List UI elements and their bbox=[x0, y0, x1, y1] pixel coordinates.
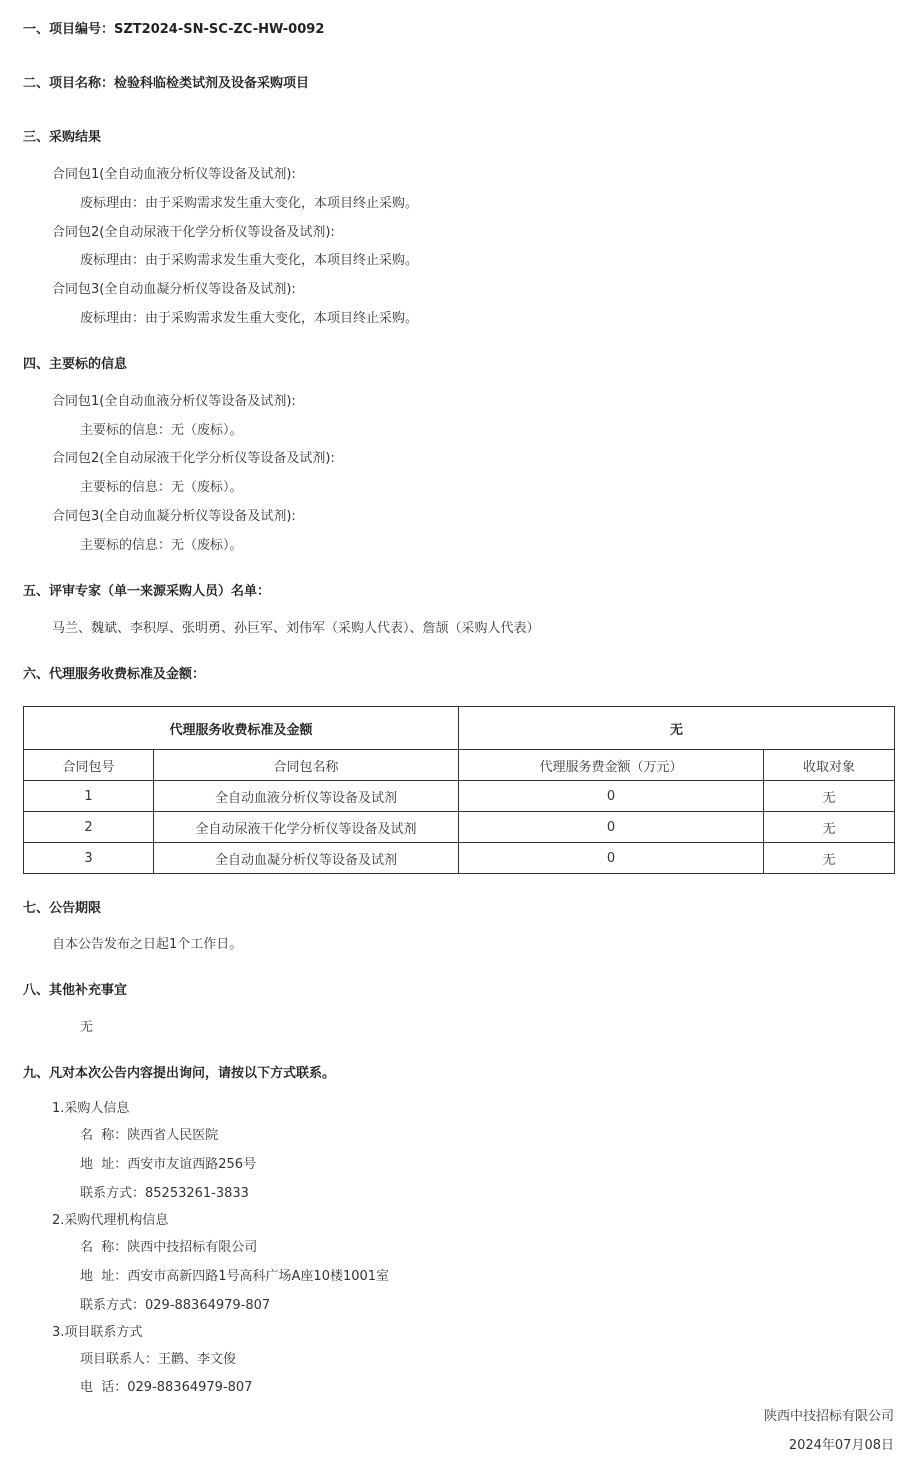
project-name-line bbox=[23, 75, 309, 93]
cell-charged-party: 无 bbox=[764, 781, 895, 812]
footer-date: 2024年07月08日 bbox=[788, 1438, 894, 1453]
purchaser-address: 地 址：西安市友谊西路256号 bbox=[80, 1157, 257, 1172]
table-row bbox=[24, 843, 895, 874]
project-name-value: 检验科临检类试剂及设备采购项目 bbox=[114, 76, 310, 91]
agency-heading: 2.采购代理机构信息 bbox=[52, 1213, 169, 1228]
agency-name: 名 称：陕西中技招标有限公司 bbox=[80, 1240, 258, 1255]
purchaser-name: 名 称：陕西省人民医院 bbox=[80, 1128, 219, 1143]
fee-table-summary-row bbox=[24, 707, 895, 750]
cell-fee-amount: 0 bbox=[459, 812, 764, 843]
column-header-package-number: 合同包号 bbox=[24, 750, 154, 781]
cell-package-name: 全自动尿液干化学分析仪等设备及试剂 bbox=[154, 812, 459, 843]
subject-package-2-name: 合同包2(全自动尿液干化学分析仪等设备及试剂): bbox=[52, 451, 335, 466]
agency-phone: 联系方式：029-88364979-807 bbox=[80, 1298, 271, 1313]
other-matters-text: 无 bbox=[80, 1020, 94, 1035]
section-title-notice-period: 七、公告期限 bbox=[23, 901, 102, 916]
result-package-2-reason: 废标理由：由于采购需求发生重大变化，本项目终止采购。 bbox=[80, 253, 419, 268]
section-title-procurement-result: 三、采购结果 bbox=[23, 130, 102, 145]
cell-package-number: 3 bbox=[24, 843, 154, 874]
cell-fee-amount: 0 bbox=[459, 781, 764, 812]
column-header-fee-amount: 代理服务费金额（万元） bbox=[459, 750, 764, 781]
section-title-contact: 九、凡对本次公告内容提出询问，请按以下方式联系。 bbox=[23, 1066, 336, 1081]
subject-package-1-name: 合同包1(全自动血液分析仪等设备及试剂): bbox=[52, 394, 296, 409]
cell-package-number: 2 bbox=[24, 812, 154, 843]
fee-table-column-header-row bbox=[24, 750, 895, 781]
fee-standard-value: 无 bbox=[459, 707, 895, 750]
cell-package-name: 全自动血液分析仪等设备及试剂 bbox=[154, 781, 459, 812]
section-title-experts: 五、评审专家（单一来源采购人员）名单： bbox=[23, 584, 271, 599]
agency-fee-table bbox=[23, 706, 895, 874]
project-contact-phone: 电 话：029-88364979-807 bbox=[80, 1380, 253, 1395]
project-name-label: 二、项目名称： bbox=[23, 76, 115, 91]
project-contact-person: 项目联系人：王鹳、李文俊 bbox=[80, 1352, 237, 1367]
section-title-other-matters: 八、其他补充事宜 bbox=[23, 983, 128, 998]
notice-period-text: 自本公告发布之日起1个工作日。 bbox=[52, 937, 243, 952]
project-contact-heading: 3.项目联系方式 bbox=[52, 1325, 143, 1340]
footer-company: 陕西中技招标有限公司 bbox=[763, 1409, 894, 1424]
subject-package-1-info: 主要标的信息：无（废标）。 bbox=[80, 423, 243, 438]
project-number-label: 一、项目编号： bbox=[23, 22, 115, 37]
result-package-3-reason: 废标理由：由于采购需求发生重大变化，本项目终止采购。 bbox=[80, 311, 419, 326]
result-package-1-name: 合同包1(全自动血液分析仪等设备及试剂): bbox=[52, 167, 296, 182]
purchaser-phone: 联系方式：85253261-3833 bbox=[80, 1186, 249, 1201]
result-package-3-name: 合同包3(全自动血凝分析仪等设备及试剂): bbox=[52, 282, 296, 297]
result-package-1-reason: 废标理由：由于采购需求发生重大变化，本项目终止采购。 bbox=[80, 196, 419, 211]
project-number-line bbox=[23, 21, 324, 39]
result-package-2-name: 合同包2(全自动尿液干化学分析仪等设备及试剂): bbox=[52, 225, 335, 240]
agency-address: 地 址：西安市高新四路1号高科广场A座10楼1001室 bbox=[80, 1269, 390, 1284]
section-title-main-subject: 四、主要标的信息 bbox=[23, 357, 128, 372]
column-header-package-name: 合同包名称 bbox=[154, 750, 459, 781]
cell-fee-amount: 0 bbox=[459, 843, 764, 874]
section-title-agency-fee: 六、代理服务收费标准及金额： bbox=[23, 667, 206, 682]
subject-package-3-info: 主要标的信息：无（废标）。 bbox=[80, 538, 243, 553]
cell-package-number: 1 bbox=[24, 781, 154, 812]
expert-list: 马兰、魏斌、李积厚、张明勇、孙巨军、刘伟军（采购人代表）、詹颉（采购人代表） bbox=[52, 621, 540, 636]
table-row bbox=[24, 812, 895, 843]
table-row bbox=[24, 781, 895, 812]
purchaser-heading: 1.采购人信息 bbox=[52, 1101, 130, 1116]
cell-charged-party: 无 bbox=[764, 843, 895, 874]
subject-package-3-name: 合同包3(全自动血凝分析仪等设备及试剂): bbox=[52, 509, 296, 524]
subject-package-2-info: 主要标的信息：无（废标）。 bbox=[80, 480, 243, 495]
column-header-charged-party: 收取对象 bbox=[764, 750, 895, 781]
fee-standard-header: 代理服务收费标准及金额 bbox=[24, 707, 459, 750]
cell-charged-party: 无 bbox=[764, 812, 895, 843]
project-number-value: SZT2024-SN-SC-ZC-HW-0092 bbox=[114, 22, 325, 37]
cell-package-name: 全自动血凝分析仪等设备及试剂 bbox=[154, 843, 459, 874]
